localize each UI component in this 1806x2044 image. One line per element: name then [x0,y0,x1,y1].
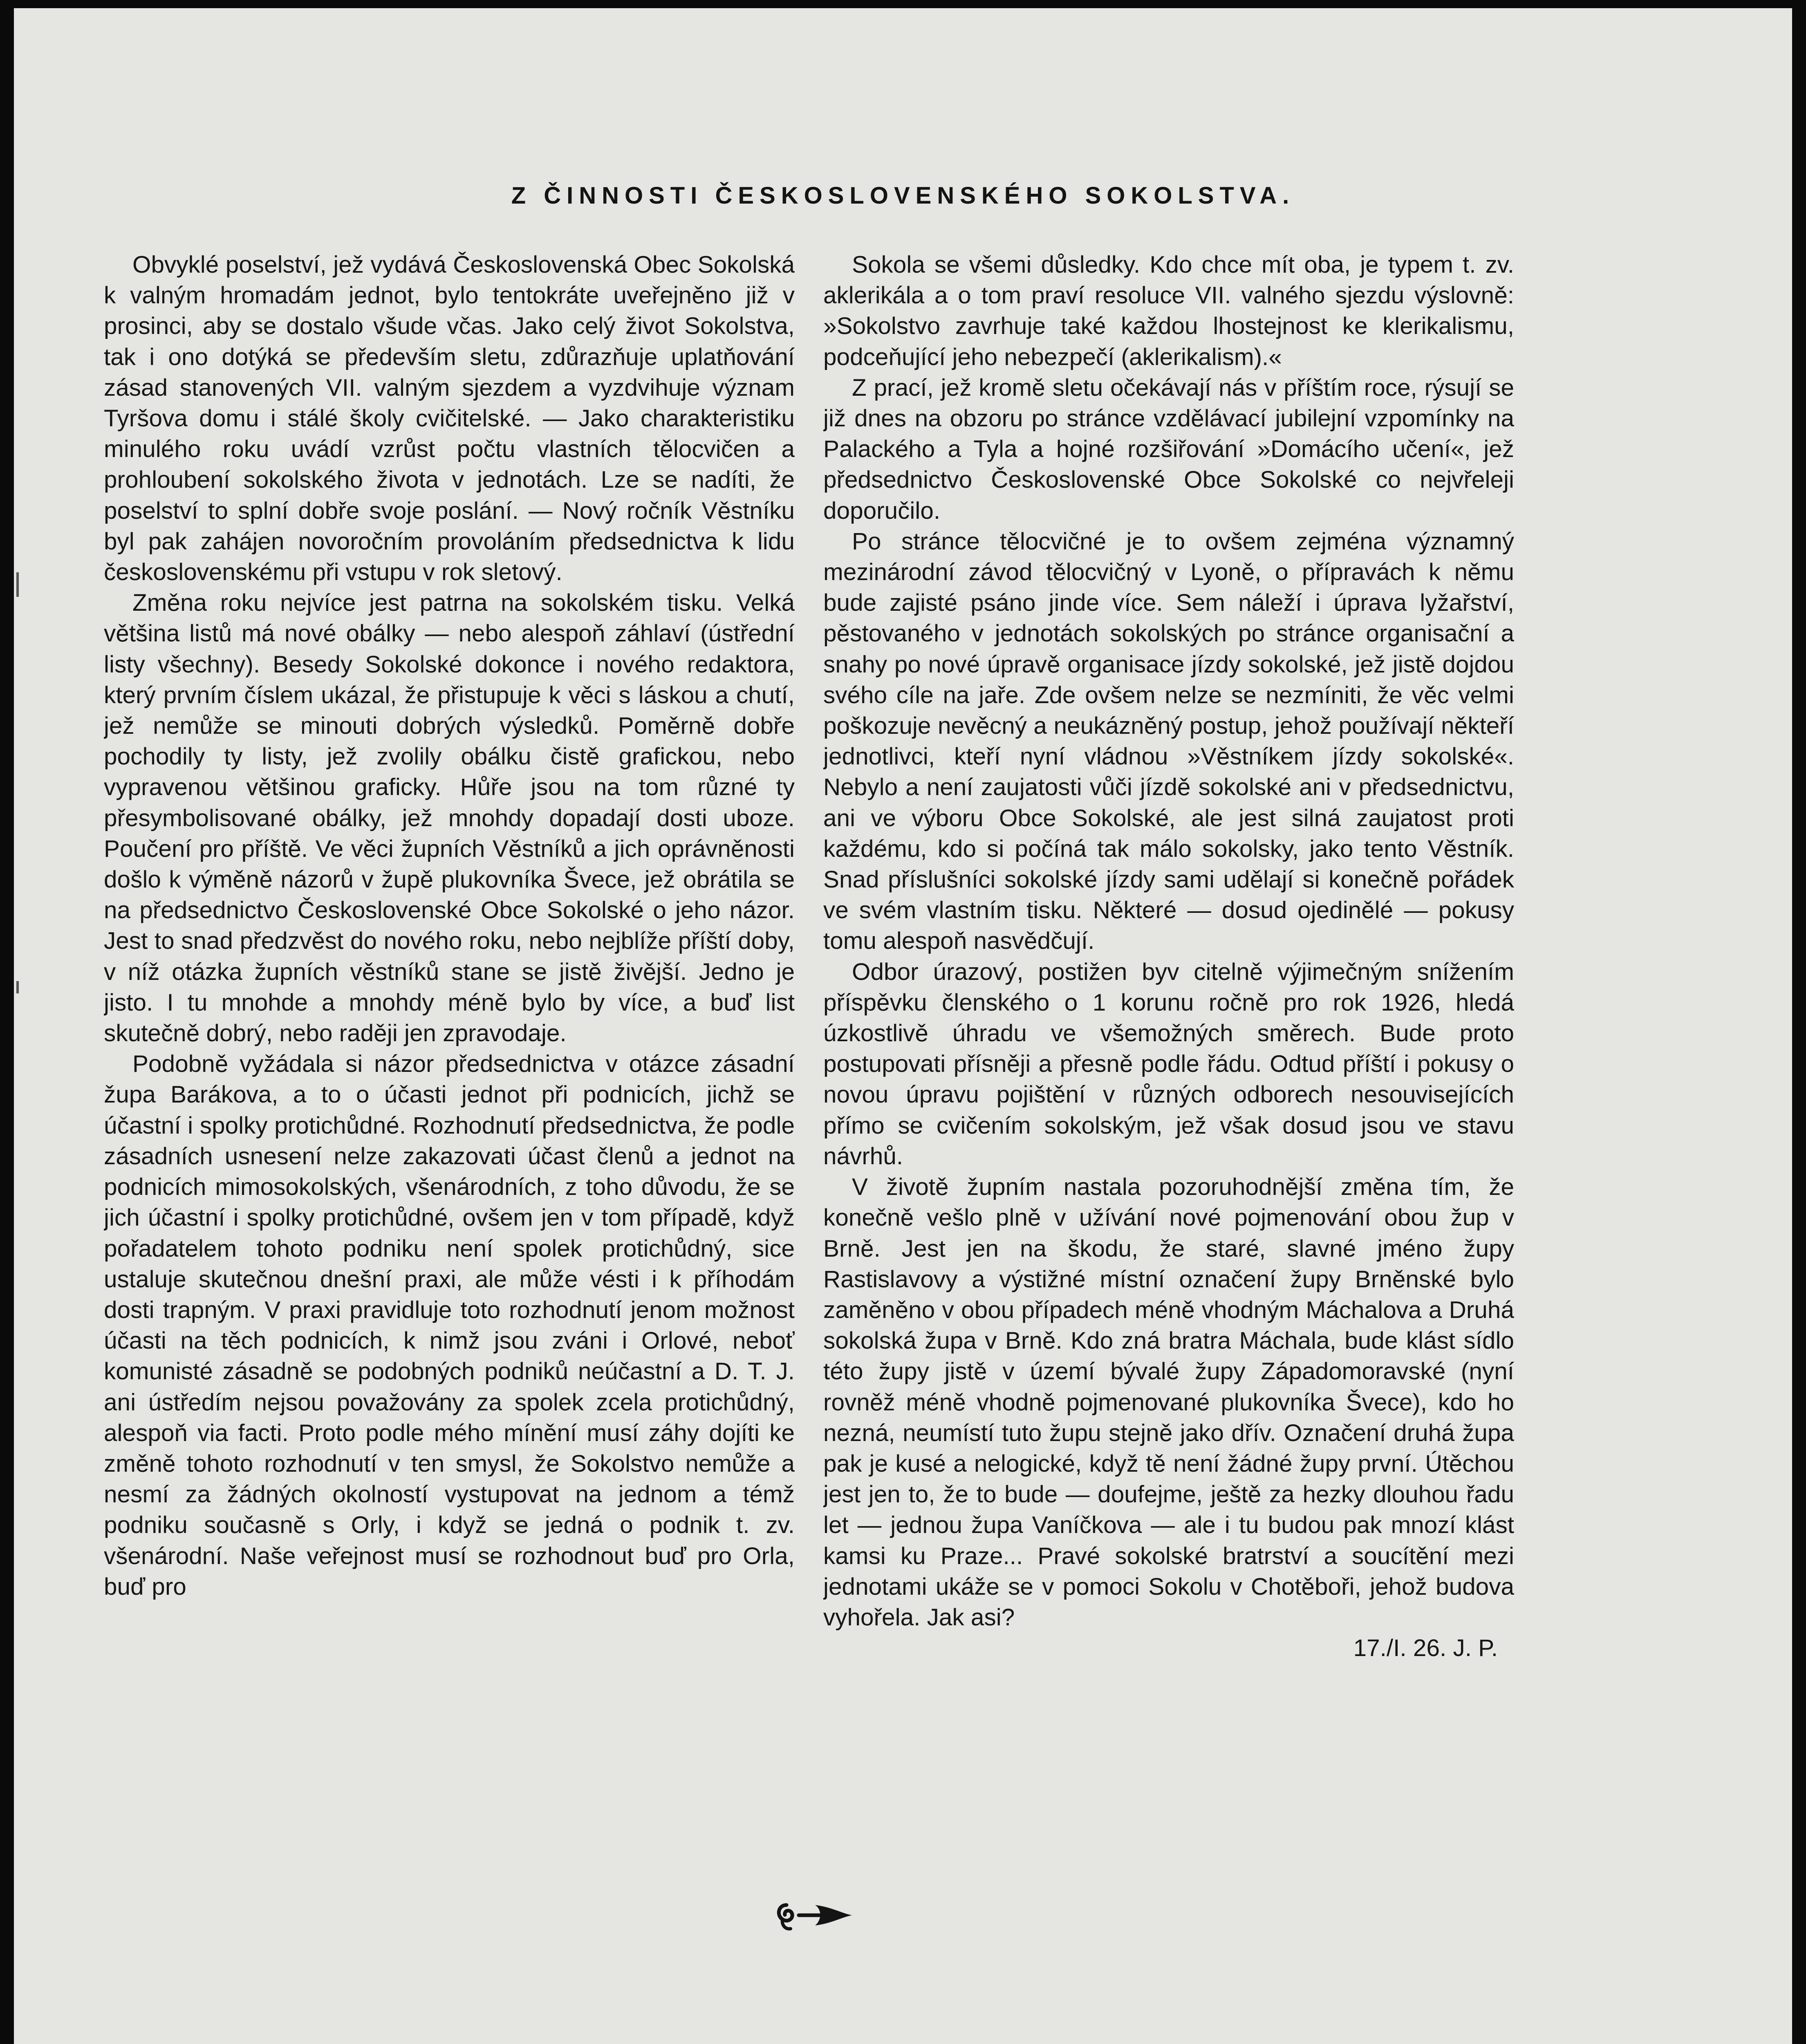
paragraph: Z prací, jež kromě sletu očekávají nás v příštím roce, rýsují se již dnes na obzoru po stránce vzdělávací jubilejní vzpomínky na Palackého a Tyla a hojné rozšiřování »Domácího učení«, jež předsednictvo Československé Obce Sokolské co nejvřeleji doporučilo. [823,374,1514,524]
paragraph: Podobně vyžádala si názor předsednictva v otázce zásadní župa Barákova, a to o účasti jednot při podnicích, jichž se účastní i spolky protichůdné. Rozhodnutí předsednictva, že podle zásadních usnesení nelze zakazovati účast členů a jednot na podnicích mimosokolských, všenárodních, z toho důvodu, že se jich účastní i spolky protichůdné, ovšem jen v tom případě, když pořadatelem tohoto podniku není spolek protichůdný, sice ustaluje skutečnou dnešní praxi, ale může vésti i k příhodám dosti trapným. V praxi pravidluje toto rozhodnutí jenom možnost účasti na těch podnicích, k nimž jsou zváni i Orlové, neboť komunisté zásadně se podobných podniků neúčastní a D. T. J. ani ústředím nejsou považovány za spolek zcela protichůdný, alespoň via facti. Proto podle mého mínění musí záhy dojíti ke změně tohoto rozhodnutí v ten smysl, že Sokolstvo nemůže a nesmí za žádných okolností vystupovat na jednom a témž podniku současně s Orly, i když se jedná o podnik t. zv. všenárodní. Naše veřejnost musí se rozhodnout buď pro Orla, buď pro [104,1051,795,1600]
paragraph: V životě župním nastala pozoruhodnější změna tím, že konečně vešlo plně v užívání nové pojmenování obou žup v Brně. Jest jen na škodu, že staré, slavné jméno župy Rastislavovy a výstižné místní označení župy Brněnské bylo zaměněno v obou případech méně vhodným Máchalova a Druhá sokolská župa v Brně. Kdo zná bratra Máchala, bude klást sídlo této župy jistě v území bývalé župy Západomoravské (nyní rovněž méně vhodně pojmenované plukovníka Švece), kdo ho nezná, neumístí tuto župu stejně jako dřív. Označení druhá župa pak je kusé a nelogické, když tě není žádné župy první. Útěchou jest jen to, že to bude — doufejme, ještě za hezky dlouhou řadu let — jednou župa Vaníčkova — ale i tu budou pak mnozí klást kamsi ku Praze... Pravé sokolské bratrství a soucítění mezi jednotami ukáže se v pomoci Sokolu v Chotěboři, jehož budova vyhořela. Jak asi? [823,1174,1514,1631]
paragraph: Obvyklé poselství, jež vydává Československá Obec Sokolská k valným hromadám jednot, bylo tentokráte uveřejněno již v prosinci, aby se dostalo všude včas. Jako celý život Sokolstva, tak i ono dotýká se především sletu, zdůrazňuje uplatňování zásad stanovených VII. valným sjezdem a vyzdvihuje význam Tyršova domu i stálé školy cvičitelské. — Jako charakteristiku minulého roku uvádí vzrůst počtu vlastních tělocvičen a prohloubení sokolského života v jednotách. Lze se nadíti, že poselství to splní dobře svoje poslání. — Nový ročník Věstníku byl pak zahájen novoročním provoláním předsednictva k lidu československému při vstupu v rok sletový. [104,251,795,586]
paragraph: Změna roku nejvíce jest patrna na sokolském tisku. Velká většina listů má nové obálky — nebo alespoň záhlaví (ústřední listy všechny). Besedy Sokolské dokonce i nového redaktora, který prvním číslem ukázal, že přistupuje k věci s láskou a chutí, jež nemůže se minouti dobrých výsledků. Poměrně dobře pochodily ty listy, jež zvolily obálku čistě grafickou, nebo vypravenou většinou graficky. Hůře jsou na tom různé ty přesymbolisované obálky, jež mnohdy dopadají dosti uboze. Poučení pro příště. Ve věci župních Věstníků a jich oprávněnosti došlo k výměně názorů v župě plukovníka Švece, jež obrátila se na předsednictvo Československé Obce Sokolské o jeho názor. Jest to snad předzvěst do nového roku, nebo nejblíže příští doby, v níž otázka župních věstníků stane se jistě živější. Jedno je jisto. I tu mnohde a mnohdy méně bylo by více, a buď list skutečně dobrý, nebo raději jen zpravodaje. [104,589,795,1047]
scanned-page [14,8,1792,2044]
page-heading: Z ČINNOSTI ČESKOSLOVENSKÉHO SOKOLSTVA. [511,182,1295,209]
paragraph: Po stránce tělocvičné je to ovšem zejména významný mezinárodní závod tělocvičný v Lyoně, o přípravách k němu bude zajisté psáno jinde více. Sem náleží i úprava lyžařství, pěstovaného v jednotách sokolských po stránce organisační a snahy po nové úpravě organisace jízdy sokolské, jež jistě dojdou svého cíle na jaře. Zde ovšem nelze se nezmíniti, že věc velmi poškozuje nevěcný a neukázněný postup, jehož používají někteří jednotlivci, kteří nyní vládnou »Věstníkem jízdy sokolské«. Nebylo a není zaujatosti vůči jízdě sokolské ani v předsednictvu, ani ve výboru Obce Sokolské, ale jest silná zaujatost proti každému, kdo si počíná tak málo sokolsky, jako tento Věstník. Snad příslušníci sokolské jízdy sami udělají si konečně pořádek ve svém vlastním tisku. Některé — dosud ojedinělé — pokusy tomu alespoň nasvědčují. [823,528,1514,955]
scan-edge-mark [16,981,19,993]
scan-edge-mark [16,572,19,597]
fleuron-icon [770,1897,876,1934]
paragraph: Sokola se všemi důsledky. Kdo chce mít oba, je typem t. zv. aklerikála a o tom praví resoluce VII. valného sjezdu výslovně: »Sokolstvo zavrhuje také každou lhostejnost ke klerikalismu, podceňující jeho nebezpečí (aklerikalism).« [823,251,1514,370]
right-column [823,249,1514,1885]
left-column [104,249,795,1885]
paragraph: Odbor úrazový, postižen byv citelně výjimečným snížením příspěvku členského o 1 korunu ročně pro rok 1926, hledá úzkostlivě úhradu ve všemožných směrech. Bude proto postupovati přísněji a přesně podle řádu. Odtud příští i pokusy o novou úpravu pojištění v různých odborech nesouvisejících přímo se cvičením sokolským, jež však dosud jsou ve stavu návrhů. [823,958,1514,1170]
author-signature: 17./I. 26. J. P. [1353,1635,1498,1662]
